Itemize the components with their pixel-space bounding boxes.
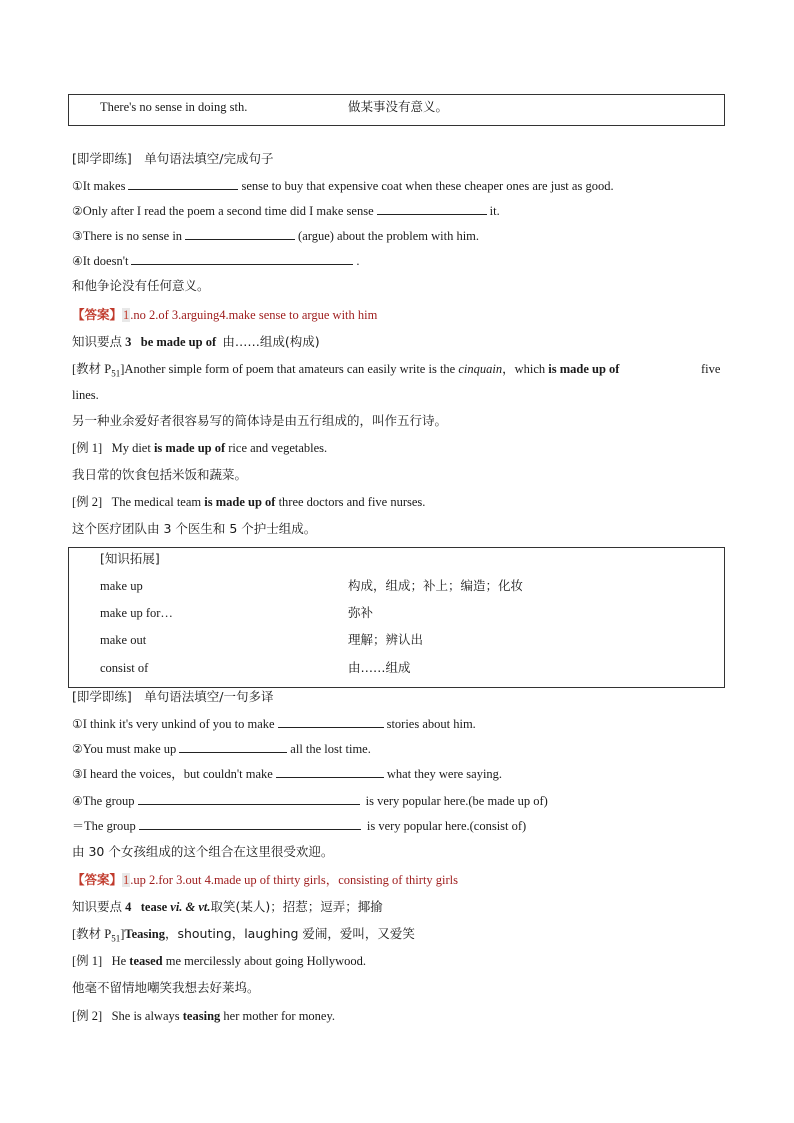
extension-cn: 理解；辨认出 [348,632,424,647]
question-4 [72,251,360,270]
example-2 [72,1007,335,1025]
question-text: it. [489,204,500,218]
answer-first: 1 [123,308,130,322]
answer-text: .up 2.for 3.out 4.made up of thirty girls，consisting of thirty girls [130,873,459,887]
question-text: There is no sense in [82,229,183,243]
extension-cn: 由……组成 [348,660,411,675]
example-1-chinese: 我日常的饮食包括米饭和蔬菜。 [72,467,248,482]
textbook-bold: Teasing [124,927,165,941]
question-1 [72,176,614,195]
question-3 [72,226,479,245]
answer-line [72,306,377,324]
textbook-ref: [教材 P [72,927,112,941]
question-text: is very popular here.(be made up of) [365,794,548,808]
question-number: ④ [72,794,83,808]
question-text: stories about him. [386,717,476,731]
question-number: ① [72,717,83,731]
question-text: The group [82,794,135,808]
kp-meaning: 取笑(某人)；招惹；逗弄；揶揄 [210,899,383,914]
example-bold: teasing [182,1009,221,1023]
question-text: all the lost time. [290,742,371,756]
question-chinese: 由 30 个女孩组成的这个组合在这里很受欢迎。 [72,844,334,859]
extension-title: [知识拓展] [100,551,160,566]
textbook-bold: is made up of [548,362,620,376]
extension-en: make up for… [100,606,173,620]
question-text: It doesn't [82,254,129,268]
answer-label: 【答案】 [72,307,123,322]
knowledge-point-3-title [72,333,320,351]
kp-number: 3 [125,335,132,349]
example-1 [72,439,327,457]
textbook-text-continued: lines. [72,388,99,402]
answer-blank[interactable] [139,816,361,830]
example-label: [例 2] [72,1009,103,1023]
exercise-title: [即学即练] 单句语法填空/完成句子 [72,151,274,166]
example-text: her mother for money. [223,1009,336,1023]
kp-part-of-speech: vi. & vt. [170,900,211,914]
answer-blank[interactable] [185,226,295,240]
extension-cn: 弥补 [348,605,374,620]
example-2-chinese: 这个医疗团队由 3 个医生和 5 个护士组成。 [72,521,317,536]
textbook-quote [72,925,415,948]
question-text: is very popular here.(consist of) [366,819,527,833]
example-label: [例 1] [72,441,103,455]
textbook-text: ，shouting，laughing 爱闹，爱叫，又爱笑 [164,926,415,941]
example-text: The medical team [111,495,202,509]
textbook-text: ]Another simple form of poem that amateurs can easily write is the [120,362,456,376]
question-text: sense to buy that expensive coat when these cheaper ones are just as good. [241,179,614,193]
textbook-text-end: five [701,362,721,376]
kp-word: tease [140,900,168,914]
question-text: The group [84,819,136,833]
example-2 [72,493,425,511]
question-text: I heard the voices，but couldn't make [82,767,273,781]
answer-blank[interactable] [278,714,384,728]
answer-text: .no 2.of 3.arguing4.make sense to argue with him [130,308,378,322]
question-2 [72,739,371,758]
example-bold: is made up of [153,441,226,455]
question-text: It makes [82,179,126,193]
question-number: ② [72,204,83,218]
example-label: [例 2] [72,495,103,509]
exercise-title: [即学即练] 单句语法填空/一句多译 [72,689,274,704]
textbook-italic: cinquain [458,362,503,376]
answer-blank[interactable] [377,201,487,215]
example-text: She is always [111,1009,180,1023]
question-4 [72,791,548,810]
question-text: . [356,254,360,268]
example-1 [72,952,366,970]
textbook-ref: [教材 P [72,362,112,376]
extension-en: make out [100,633,147,647]
answer-blank[interactable] [276,764,384,778]
extension-en: consist of [100,661,149,675]
textbook-quote [72,360,619,383]
question-3 [72,764,502,783]
answer-blank[interactable] [138,791,360,805]
example-1-chinese: 他毫不留情地嘲笑我想去好莱坞。 [72,980,260,995]
example-text: He [111,954,127,968]
box-chinese: 做某事没有意义。 [348,99,449,114]
question-2 [72,201,500,220]
question-text: what they were saying. [386,767,503,781]
textbook-chinese: 另一种业余爱好者很容易写的简体诗是由五行组成的，叫作五行诗。 [72,413,448,428]
example-bold: teased [129,954,163,968]
textbook-page: 51 [111,933,121,944]
extension-cn: 构成，组成；补上；编造；化妆 [348,578,524,593]
example-text: me mercilessly about going Hollywood. [165,954,367,968]
question-text: You must make up [82,742,177,756]
kp-label: 知识要点 [72,334,123,349]
kp-meaning: 由……组成(构成) [222,334,320,349]
example-text: My diet [111,441,151,455]
extension-en: make up [100,579,143,593]
example-text: three doctors and five nurses. [278,495,426,509]
example-bold: is made up of [204,495,276,509]
answer-blank[interactable] [179,739,287,753]
question-number: ① [72,179,83,193]
question-text: Only after I read the poem a second time did I make sense [82,204,374,218]
question-text: I think it's very unkind of you to make [82,717,275,731]
kp-label: 知识要点 [72,899,123,914]
knowledge-point-4-title [72,898,383,916]
question-text: (argue) about the problem with him. [298,229,480,243]
answer-blank[interactable] [128,176,238,190]
textbook-page: 51 [111,368,121,379]
textbook-text: ，which [502,362,546,376]
question-4-chinese: 和他争论没有任何意义。 [72,278,210,293]
answer-label: 【答案】 [72,872,123,887]
question-number: ④ [72,254,83,268]
textbook-text: ] [120,927,125,941]
answer-first: 1 [123,873,130,887]
question-5 [72,816,526,835]
kp-phrase: be made up of [140,335,217,349]
kp-number: 4 [125,900,132,914]
question-1 [72,714,476,733]
answer-line [72,871,458,889]
answer-blank[interactable] [131,251,353,265]
question-number: ② [72,742,83,756]
question-number: ③ [72,229,83,243]
example-label: [例 1] [72,954,103,968]
example-text: rice and vegetables. [228,441,328,455]
question-number: ③ [72,767,83,781]
question-number: ＝ [72,819,85,833]
box-english: There's no sense in doing sth. [100,100,248,114]
